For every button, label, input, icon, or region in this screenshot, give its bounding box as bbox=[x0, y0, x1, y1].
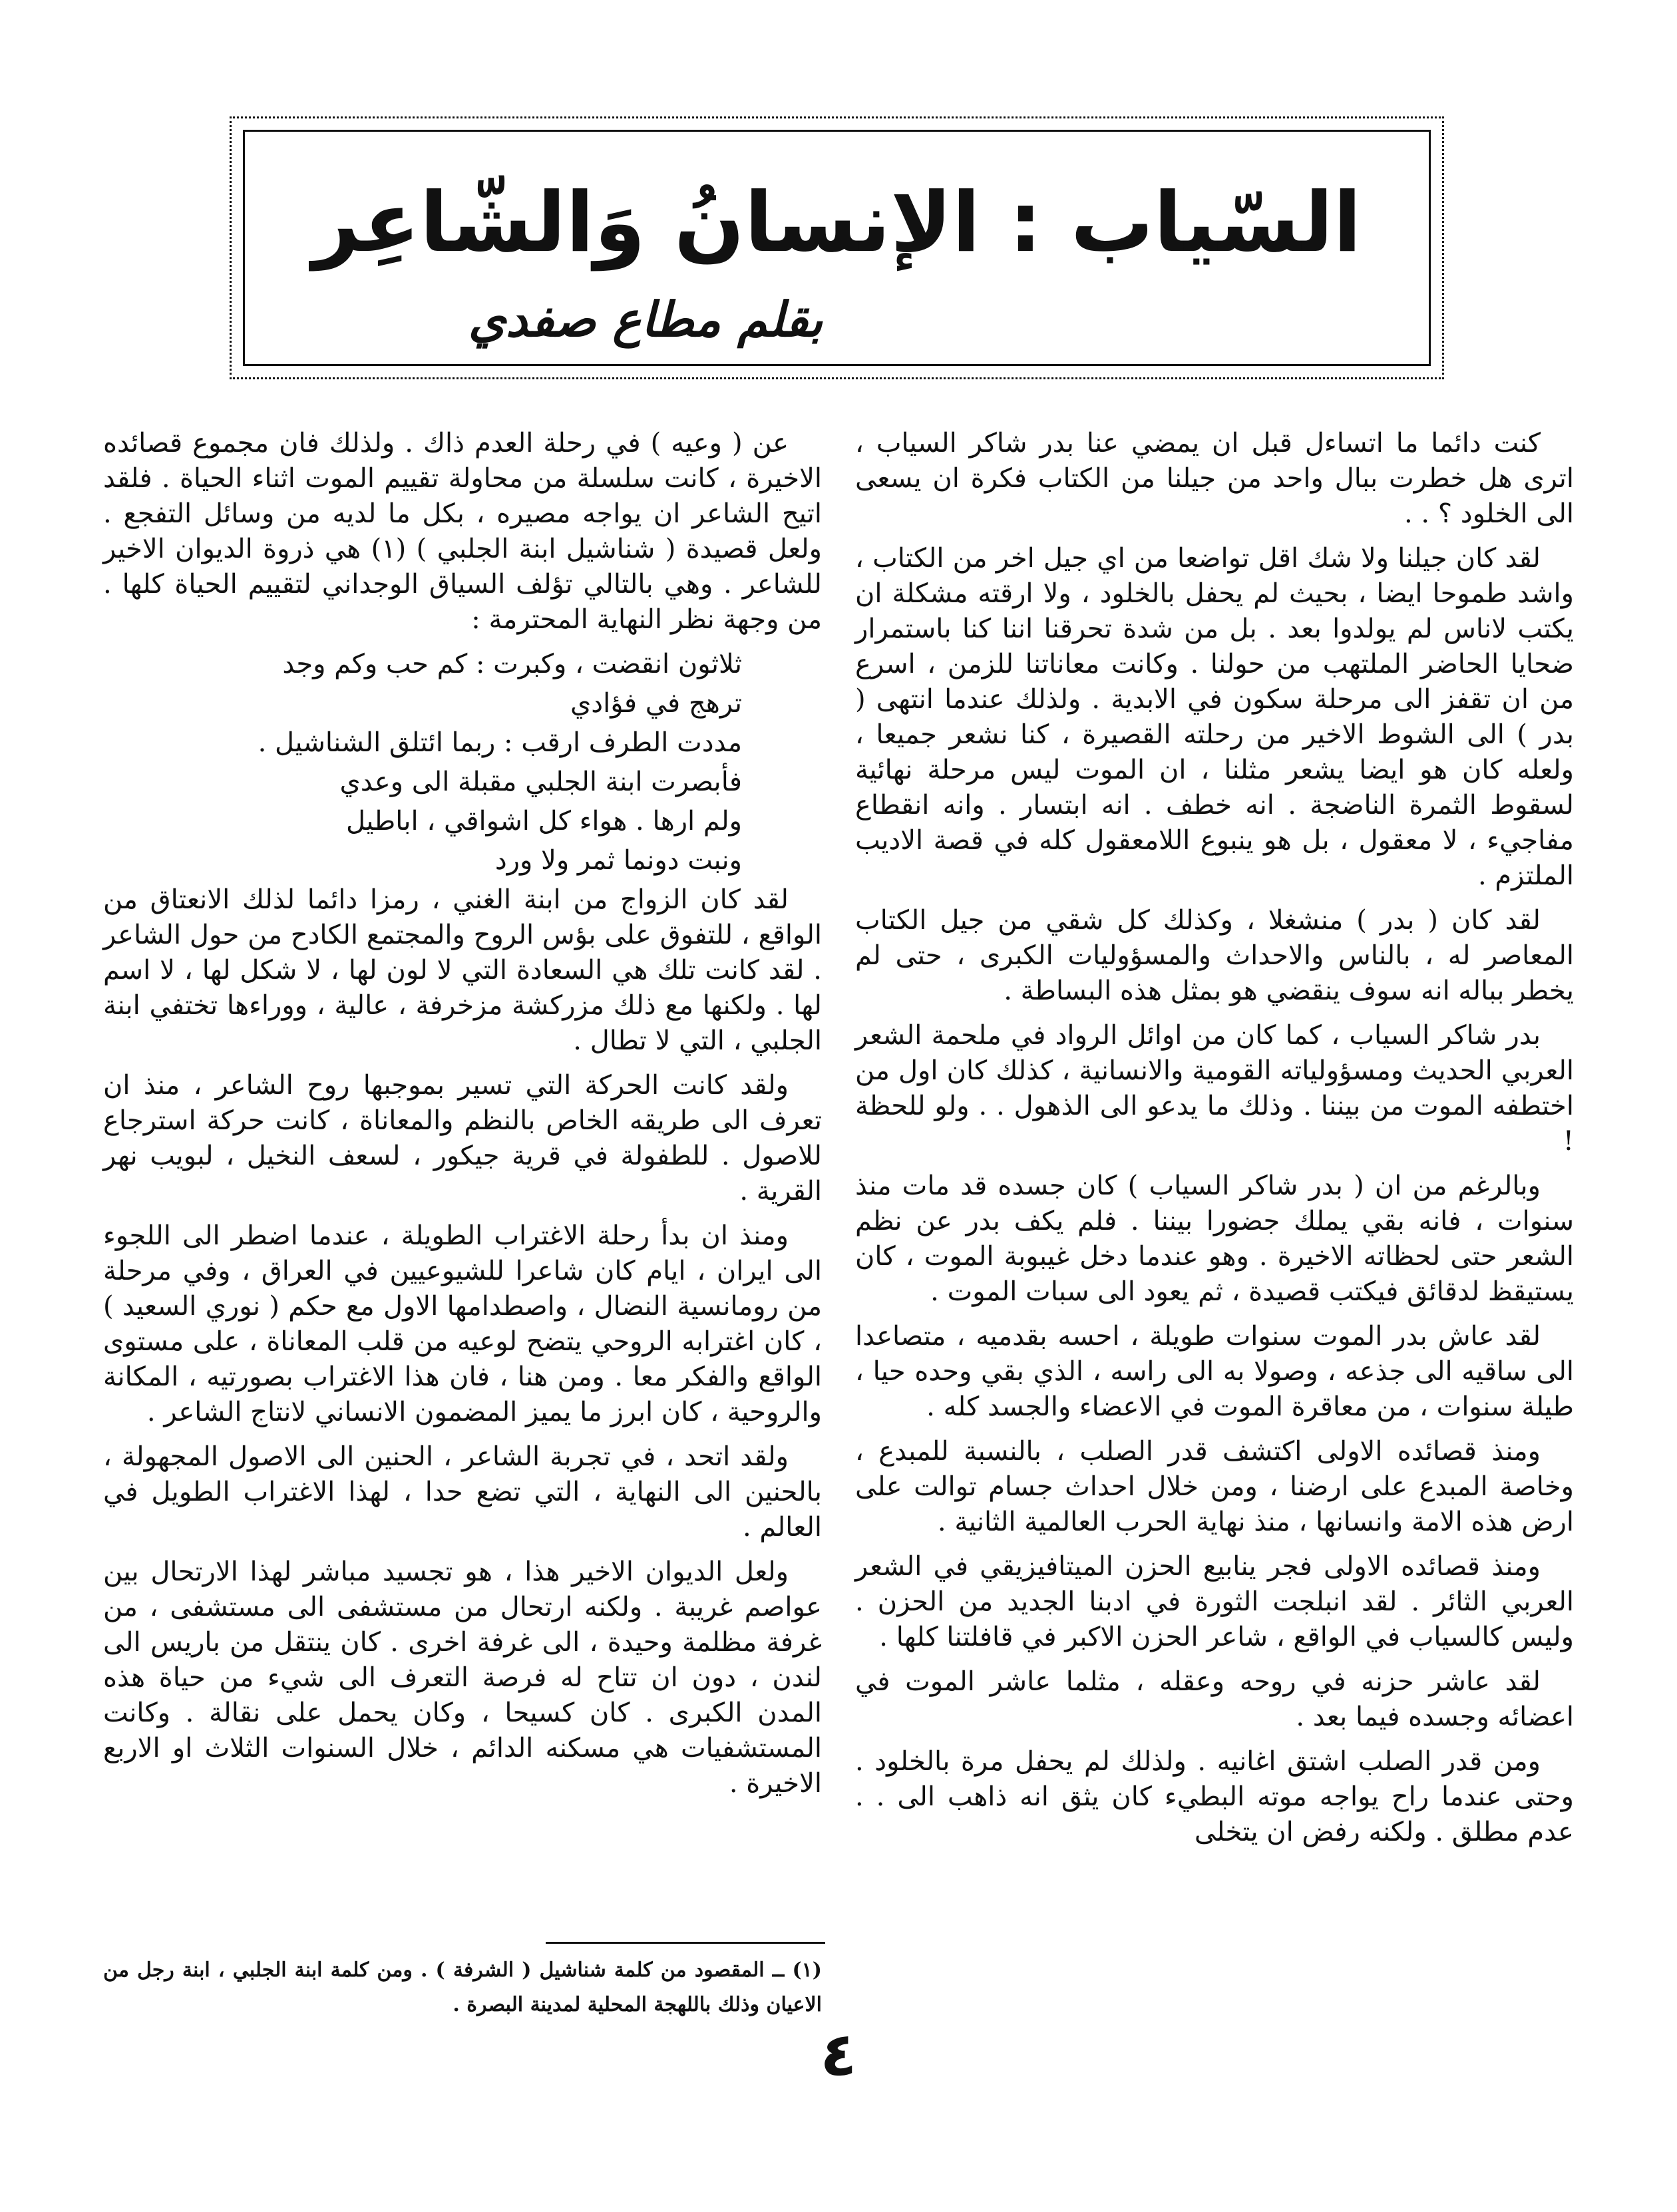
verse-line: ثلاثون انقضت ، وكبرت : كم حب وكم وجد bbox=[282, 649, 742, 679]
verse-line: مددت الطرف ارقب : ربما ائتلق الشناشيل . bbox=[258, 727, 742, 758]
footnote: (١) ــ المقصود من كلمة شناشيل ( الشرفة ) . ومن كلمة ابنة الجلبي ، ابنة رجل من الاعيان وذلك باللهجة المحلية لمدينة البصرة . bbox=[103, 1958, 822, 2016]
paragraph: ومن قدر الصلب اشتق اغانيه . ولذلك لم يحفل مرة بالخلود . وحتى عندما راح يواجه موته البطيء كان يثق انه ذاهب الى . . عدم مطلق . ولكنه رفض ان يتخلى bbox=[855, 1746, 1574, 1847]
paragraph: ومنذ قصائده الاولى فجر ينابيع الحزن الميتافيزيقي في الشعر العربي الثائر . لقد انبلجت الثورة في ادبنا الجديد من الحزن . وليس كالسياب في الواقع ، شاعر الحزن الاكبر في قافلتنا كلها . bbox=[855, 1551, 1574, 1652]
right-column bbox=[855, 426, 1574, 1859]
paragraph: لقد كان ( بدر ) منشغلا ، وكذلك كل شقي من جيل الكتاب المعاصر له ، بالناس والاحداث والمسؤوليات الكبرى ، حتى لم يخطر بباله انه سوف ينقضي هو بمثل هذه البساطة . bbox=[855, 905, 1574, 1006]
article-title: السّياب : الإنسانُ وَالشّاعِر bbox=[312, 175, 1362, 271]
article-byline: بقلم مطاع صفدي bbox=[468, 291, 823, 347]
paragraph: ومنذ ان بدأ رحلة الاغتراب الطويلة ، عندما اضطر الى اللجوء الى ايران ، ايام كان شاعرا للشيوعيين في العراق ، وفي مرحلة من رومانسية النضال ، واصطدامها الاول مع حكم ( نوري السعيد ) ، كان اغترابه الروحي يتضح لوعيه من قلب المعاناة ، على مستوى الواقع والفكر معا . ومن هنا ، فان هذا الاغتراب بصورتيه ، المكانة والروحية ، كان ابرز ما يميز المضمون الانساني لانتاج الشاعر . bbox=[103, 1220, 823, 1427]
paragraph: لقد كان الزواج من ابنة الغني ، رمزا دائما لذلك الانعتاق من الواقع ، للتفوق على بؤس الروح والمجتمع الكادح من حول الشاعر . لقد كانت تلك هي السعادة التي لا لون لها ، لا شكل لها ، لا اسم لها . ولكنها مع ذلك مزركشة مزخرفة ، عالية ، ووراءها تختفي ابنة الجلبي ، التي لا تطال . bbox=[103, 884, 822, 1056]
paragraph: لقد عاشر حزنه في روحه وعقله ، مثلما عاشر الموت في اعضائه وجسده فيما بعد . bbox=[855, 1666, 1574, 1732]
paragraph: ولقد اتحد ، في تجربة الشاعر ، الحنين الى الاصول المجهولة ، بالحنين الى النهاية ، التي تضع حدا ، لهذا الاغتراب الطويل في العالم . bbox=[103, 1441, 822, 1543]
verse-line: ولم ارها . هواء كل اشواقي ، اباطيل bbox=[346, 806, 742, 836]
paragraph: لقد عاش بدر الموت سنوات طويلة ، احسه بقدميه ، متصاعدا الى ساقيه الى جذعه ، وصولا به الى راسه ، الذي بقي وحده حيا ، طيلة سنوات ، من معاقرة الموت في الاعضاء والجسد كله . bbox=[855, 1321, 1574, 1422]
footnote-divider bbox=[546, 1942, 825, 1944]
left-column bbox=[103, 426, 822, 1811]
verse-line: ونبت دونما ثمر ولا ورد bbox=[494, 845, 742, 876]
page-number: ٤ bbox=[820, 2020, 857, 2090]
paragraph: ومنذ قصائده الاولى اكتشف قدر الصلب ، بالنسبة للمبدع ، وخاصة المبدع على ارضنا ، ومن خلال احداث جسام توالت على ارض هذه الامة وانسانها ، منذ نهاية الحرب العالمية الثانية . bbox=[855, 1436, 1574, 1537]
paragraph: بدر شاكر السياب ، كما كان من اوائل الرواد في ملحمة الشعر العربي الحديث ومسؤولياته القومية والانسانية ، كذلك كان اول من اختطفه الموت من بيننا . وذلك ما يدعو الى الذهول . . ولو للحظة ! bbox=[855, 1020, 1574, 1157]
verse-line: ترهج في فؤادي bbox=[570, 688, 742, 719]
paragraph: ولقد كانت الحركة التي تسير بموجبها روح الشاعر ، منذ ان تعرف الى طريقه الخاص بالنظم والمعاناة ، كانت حركة استرجاع للاصول . للطفولة في قرية جيكور ، لسعف النخيل ، لبويب نهر القرية . bbox=[103, 1070, 823, 1206]
paragraph: لقد كان جيلنا ولا شك اقل تواضعا من اي جيل اخر من الكتاب ، واشد طموحا ايضا ، بحيث لم يحفل بالخلود ، ولا ارقته مشكلة ان يكتب لاناس لم يولدوا بعد . بل من شدة تحرقنا اننا كنا باستمرار ضحايا الحاضر الملتهب من حولنا . وكانت معاناتنا للزمن ، اسرع من ان تقفز الى مرحلة سكون في الابدية . ولذلك عندما انتهى ( بدر ) الى الشوط الاخير من رحلته القصيرة ، كنا نشعر جميعا ، ولعله كان هو ايضا يشعر مثلنا ، ان الموت ليس مرحلة نهائية لسقوط الثمرة الناضجة . انه خطف . انه ابتسار . وانه انقطاع مفاجيء ، لا معقول ، بل هو ينبوع اللامعقول كله في قصة الاديب الملتزم . bbox=[855, 543, 1574, 891]
paragraph: كنت دائما ما اتساءل قبل ان يمضي عنا بدر شاكر السياب ، اترى هل خطرت ببال واحد من جيلنا من الكتاب فكرة ان يسعى الى الخلود ؟ . . bbox=[855, 428, 1574, 529]
paragraph: وبالرغم من ان ( بدر شاكر السياب ) كان جسده قد مات منذ سنوات ، فانه بقي يملك جضورا بيننا . فلم يكف بدر عن نظم الشعر حتى لحظاته الاخيرة . وهو عندما دخل غيبوبة الموت ، كان يستيقظ لدقائق فيكتب قصيدة ، ثم يعود الى سبات الموت . bbox=[855, 1171, 1574, 1307]
verse-line: فأبصرت ابنة الجلبي مقبلة الى وعدي bbox=[339, 767, 742, 797]
paragraph: ولعل الديوان الاخير هذا ، هو تجسيد مباشر لهذا الارتحال بين عواصم غريبة . ولكنه ارتحال من مستشفى الى مستشفى ، من غرفة مظلمة وحيدة ، الى غرفة اخرى . كان ينتقل من باريس الى لندن ، دون ان تتاح له فرصة التعرف الى شيء من حياة هذه المدن الكبرى . كان كسيحا ، وكان يحمل على نقالة . وكانت المستشفيات هي مسكنه الدائم ، خلال السنوات الثلاث او الاربع الاخيرة . bbox=[103, 1557, 822, 1799]
paragraph: عن ( وعيه ) في رحلة العدم ذاك . ولذلك فان مجموع قصائده الاخيرة ، كانت سلسلة من محاولة تقييم الموت اثناء الحياة . فلقد اتيح الشاعر ان يواجه مصيره ، بكل ما لديه من وسائل التفجع . ولعل قصيدة ( شناشيل ابنة الجلبي ) (١) هي ذروة الديوان الاخير للشاعر . وهي بالتالي تؤلف السياق الوجداني لتقييم الحياة كلها . من وجهة نظر النهاية المحترمة : bbox=[103, 428, 822, 635]
